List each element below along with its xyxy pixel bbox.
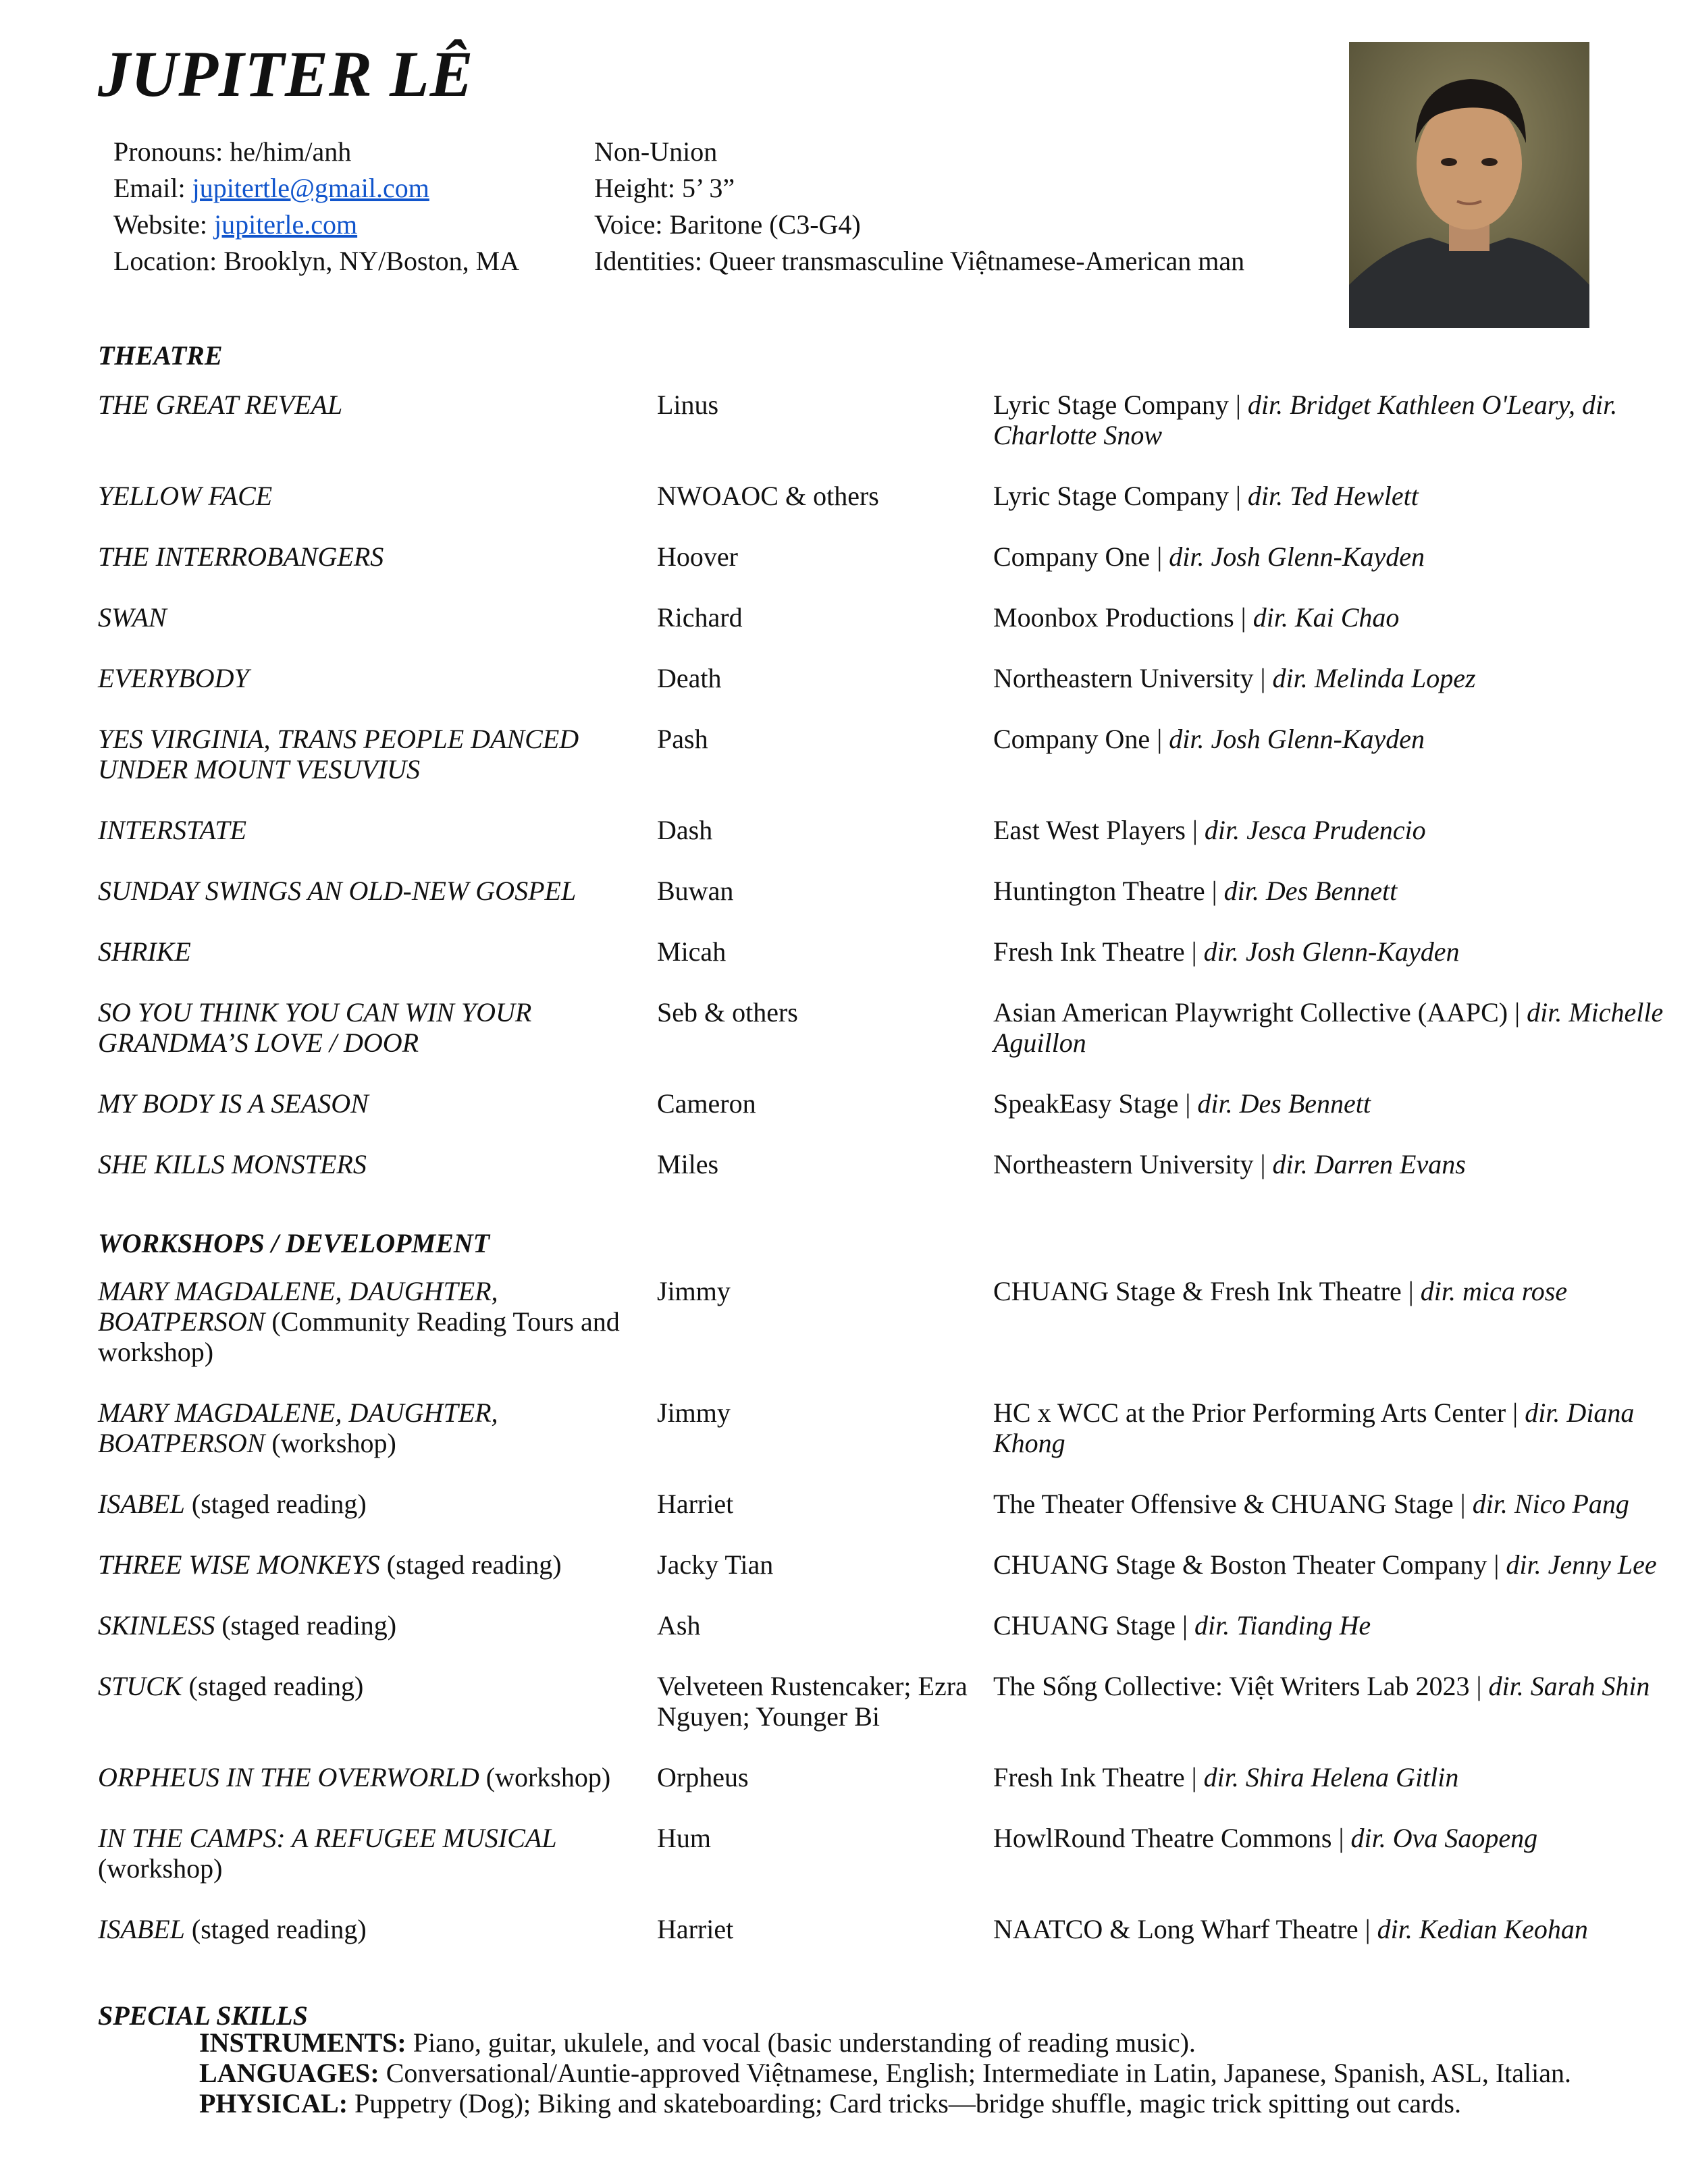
company-name: CHUANG Stage & Boston Theater Company | <box>993 1549 1506 1580</box>
show-cell <box>98 936 657 997</box>
role-cell: Orpheus <box>657 1762 749 1792</box>
role-cell: Miles <box>657 1149 719 1179</box>
credit-row <box>98 1823 1668 1914</box>
director: dir. Jesca Prudencio <box>1204 815 1426 845</box>
show-cell <box>98 1149 657 1210</box>
skill-languages: LANGUAGES: Conversational/Auntie-approved Việtnamese, English; Intermediate in Latin, Japanese, Spanish, ASL, Italian. <box>199 2058 1572 2088</box>
role-cell: Ash <box>657 1610 701 1641</box>
role-cell: Harriet <box>657 1914 734 1944</box>
role-cell: Buwan <box>657 876 734 906</box>
company-cell <box>993 1276 1668 1397</box>
credit-row <box>98 876 1668 936</box>
show-title: SUNDAY SWINGS AN OLD-NEW GOSPEL <box>98 876 577 906</box>
pronouns: Pronouns: he/him/anh <box>113 136 352 167</box>
show-cell <box>98 481 657 541</box>
company-cell <box>993 1762 1668 1823</box>
show-title: ORPHEUS IN THE OVERWORLD <box>98 1762 479 1792</box>
show-title: THE INTERROBANGERS <box>98 541 384 572</box>
credit-row <box>98 1276 1668 1397</box>
show-cell <box>98 1823 657 1914</box>
director: dir. Kedian Keohan <box>1377 1914 1588 1944</box>
company-name: Moonbox Productions | <box>993 602 1253 633</box>
company-name: Fresh Ink Theatre | <box>993 1762 1204 1792</box>
show-cell <box>98 602 657 663</box>
show-title: YES VIRGINIA, TRANS PEOPLE DANCED UNDER MOUNT VESUVIUS <box>98 724 579 784</box>
show-title: SHE KILLS MONSTERS <box>98 1149 367 1179</box>
show-title: SHRIKE <box>98 936 191 967</box>
union-status: Non-Union <box>594 136 718 167</box>
show-note: (staged reading) <box>184 1914 367 1944</box>
show-note: (staged reading) <box>182 1671 364 1701</box>
company-name: HowlRound Theatre Commons | <box>993 1823 1351 1853</box>
credit-row <box>98 1149 1668 1210</box>
show-title: THE GREAT REVEAL <box>98 390 343 420</box>
director: dir. Ted Hewlett <box>1247 481 1419 511</box>
show-cell <box>98 1671 657 1762</box>
company-cell <box>993 936 1668 997</box>
show-note: (staged reading) <box>184 1489 367 1519</box>
show-cell <box>98 1549 657 1610</box>
workshops-credits-table <box>98 1276 1668 1975</box>
show-title: MARY MAGDALENE, DAUGHTER, BOATPERSON <box>98 1276 498 1337</box>
show-cell <box>98 1610 657 1671</box>
show-title: EVERYBODY <box>98 663 249 693</box>
section-heading-workshops: WORKSHOPS / DEVELOPMENT <box>98 1228 490 1258</box>
director: dir. Josh Glenn-Kayden <box>1169 541 1425 572</box>
director: dir. Kai Chao <box>1252 602 1400 633</box>
role-cell: Micah <box>657 936 727 967</box>
role-cell: Harriet <box>657 1489 734 1519</box>
show-cell <box>98 876 657 936</box>
company-cell <box>993 815 1668 876</box>
show-note: (workshop) <box>479 1762 611 1792</box>
show-title: INTERSTATE <box>98 815 247 845</box>
role-cell: Jimmy <box>657 1276 731 1306</box>
company-cell <box>993 1397 1668 1489</box>
email-link[interactable]: jupitertle@gmail.com <box>192 173 429 203</box>
headshot-photo <box>1349 42 1589 328</box>
director: dir. mica rose <box>1420 1276 1568 1306</box>
credit-row <box>98 1489 1668 1549</box>
skills-list <box>199 2027 1571 2119</box>
director: dir. Diana Khong <box>993 1397 1635 1458</box>
company-cell <box>993 541 1668 602</box>
identities: Identities: Queer transmasculine Việtnamese-American man <box>594 246 1245 276</box>
director: dir. Josh Glenn-Kayden <box>1169 724 1425 754</box>
company-name: NAATCO & Long Wharf Theatre | <box>993 1914 1377 1944</box>
show-title: SKINLESS <box>98 1610 215 1641</box>
actor-name: JUPITER LÊ <box>98 38 474 110</box>
show-cell <box>98 815 657 876</box>
role-cell: NWOAOC & others <box>657 481 879 511</box>
director: dir. Des Bennett <box>1197 1088 1371 1119</box>
credit-row <box>98 1088 1668 1149</box>
credit-row <box>98 390 1668 481</box>
company-cell <box>993 1914 1668 1975</box>
company-cell <box>993 1549 1668 1610</box>
company-cell <box>993 481 1668 541</box>
show-note: (Community Reading Tours and workshop) <box>98 1306 620 1367</box>
theatre-credits-table <box>98 390 1668 1210</box>
credit-row <box>98 936 1668 997</box>
section-heading-theatre: THEATRE <box>98 340 223 371</box>
credit-row <box>98 1610 1668 1671</box>
show-cell <box>98 1276 657 1397</box>
credit-row <box>98 724 1668 815</box>
company-name: CHUANG Stage & Fresh Ink Theatre | <box>993 1276 1421 1306</box>
show-title: SWAN <box>98 602 167 633</box>
role-cell: Pash <box>657 724 708 754</box>
company-name: Company One | <box>993 724 1169 754</box>
show-title: IN THE CAMPS: A REFUGEE MUSICAL <box>98 1823 557 1853</box>
company-cell <box>993 1088 1668 1149</box>
role-cell: Richard <box>657 602 743 633</box>
email-line: Email: jupitertle@gmail.com <box>113 173 429 203</box>
director: dir. Melinda Lopez <box>1272 663 1476 693</box>
director: dir. Des Bennett <box>1223 876 1398 906</box>
credit-row <box>98 1671 1668 1762</box>
voice: Voice: Baritone (C3-G4) <box>594 209 861 240</box>
company-name: The Sống Collective: Việt Writers Lab 2023 | <box>993 1671 1489 1701</box>
show-note: (workshop) <box>265 1428 396 1458</box>
credit-row <box>98 663 1668 724</box>
credit-row <box>98 1549 1668 1610</box>
company-cell <box>993 1489 1668 1549</box>
contact-info <box>113 134 586 279</box>
role-cell: Death <box>657 663 722 693</box>
credit-row <box>98 1914 1668 1975</box>
company-cell <box>993 1610 1668 1671</box>
credit-row <box>98 997 1668 1088</box>
credit-row <box>98 1762 1668 1823</box>
credit-row <box>98 1397 1668 1489</box>
show-cell <box>98 390 657 481</box>
role-cell: Hum <box>657 1823 711 1853</box>
credit-row <box>98 481 1668 541</box>
company-name: Northeastern University | <box>993 663 1273 693</box>
section-heading-skills: SPECIAL SKILLS <box>98 2000 308 2031</box>
company-name: HC x WCC at the Prior Performing Arts Center | <box>993 1397 1525 1428</box>
company-name: Huntington Theatre | <box>993 876 1224 906</box>
show-note: (staged reading) <box>379 1549 562 1580</box>
company-cell <box>993 1671 1668 1762</box>
role-cell: Jimmy <box>657 1397 731 1428</box>
director: dir. Darren Evans <box>1272 1149 1466 1179</box>
director: dir. Nico Pang <box>1472 1489 1629 1519</box>
company-name: Lyric Stage Company | <box>993 390 1248 420</box>
show-title: YELLOW FACE <box>98 481 273 511</box>
role-cell: Hoover <box>657 541 738 572</box>
company-cell <box>993 876 1668 936</box>
website-line: Website: jupiterle.com <box>113 209 358 240</box>
show-cell <box>98 997 657 1088</box>
company-cell <box>993 602 1668 663</box>
director: dir. Ova Saopeng <box>1350 1823 1538 1853</box>
director: dir. Shira Helena Gitlin <box>1203 1762 1459 1792</box>
skill-physical: PHYSICAL: Puppetry (Dog); Biking and skateboarding; Card tricks—bridge shuffle, magic trick spitting out cards. <box>199 2088 1461 2119</box>
show-title: ISABEL <box>98 1914 185 1944</box>
physical-info <box>594 134 1337 279</box>
company-name: Lyric Stage Company | <box>993 481 1248 511</box>
director: dir. Bridget Kathleen O'Leary, dir. Charlotte Snow <box>993 390 1618 450</box>
company-cell <box>993 997 1668 1088</box>
company-name: CHUANG Stage | <box>993 1610 1194 1641</box>
director: dir. Josh Glenn-Kayden <box>1203 936 1460 967</box>
company-cell <box>993 1149 1668 1210</box>
show-title: ISABEL <box>98 1489 185 1519</box>
role-cell: Cameron <box>657 1088 756 1119</box>
company-cell <box>993 663 1668 724</box>
role-cell: Jacky Tian <box>657 1549 774 1580</box>
role-cell: Velveteen Rustencaker; Ezra Nguyen; Younger Bi <box>657 1671 968 1732</box>
website-link[interactable]: jupiterle.com <box>213 209 358 240</box>
credit-row <box>98 815 1668 876</box>
height: Height: 5’ 3” <box>594 173 735 203</box>
role-cell: Dash <box>657 815 713 845</box>
company-cell <box>993 724 1668 815</box>
location: Location: Brooklyn, NY/Boston, MA <box>113 246 520 276</box>
company-name: SpeakEasy Stage | <box>993 1088 1198 1119</box>
director: dir. Michelle Aguillon <box>993 997 1664 1058</box>
show-cell <box>98 1088 657 1149</box>
director: dir. Sarah Shin <box>1488 1671 1650 1701</box>
company-name: East West Players | <box>993 815 1205 845</box>
show-title: THREE WISE MONKEYS <box>98 1549 380 1580</box>
company-name: Fresh Ink Theatre | <box>993 936 1204 967</box>
show-cell <box>98 541 657 602</box>
company-name: Asian American Playwright Collective (AAPC) | <box>993 997 1527 1028</box>
show-cell <box>98 1762 657 1823</box>
credit-row <box>98 541 1668 602</box>
skill-instruments: INSTRUMENTS: Piano, guitar, ukulele, and vocal (basic understanding of reading music). <box>199 2027 1196 2058</box>
director: dir. Tianding He <box>1194 1610 1371 1641</box>
show-note: (workshop) <box>98 1853 223 1884</box>
show-cell <box>98 663 657 724</box>
company-name: Northeastern University | <box>993 1149 1273 1179</box>
show-cell <box>98 1914 657 1975</box>
show-title: STUCK <box>98 1671 182 1701</box>
company-name: Company One | <box>993 541 1169 572</box>
company-name: The Theater Offensive & CHUANG Stage | <box>993 1489 1473 1519</box>
show-title: MARY MAGDALENE, DAUGHTER, BOATPERSON <box>98 1397 498 1458</box>
credit-row <box>98 602 1668 663</box>
show-cell <box>98 1397 657 1489</box>
role-cell: Linus <box>657 390 719 420</box>
company-cell <box>993 390 1668 481</box>
director: dir. Jenny Lee <box>1506 1549 1657 1580</box>
show-title: SO YOU THINK YOU CAN WIN YOUR GRANDMA’S LOVE / DOOR <box>98 997 532 1058</box>
show-cell <box>98 724 657 815</box>
show-title: MY BODY IS A SEASON <box>98 1088 369 1119</box>
show-note: (staged reading) <box>215 1610 397 1641</box>
show-cell <box>98 1489 657 1549</box>
role-cell: Seb & others <box>657 997 798 1028</box>
company-cell <box>993 1823 1668 1914</box>
